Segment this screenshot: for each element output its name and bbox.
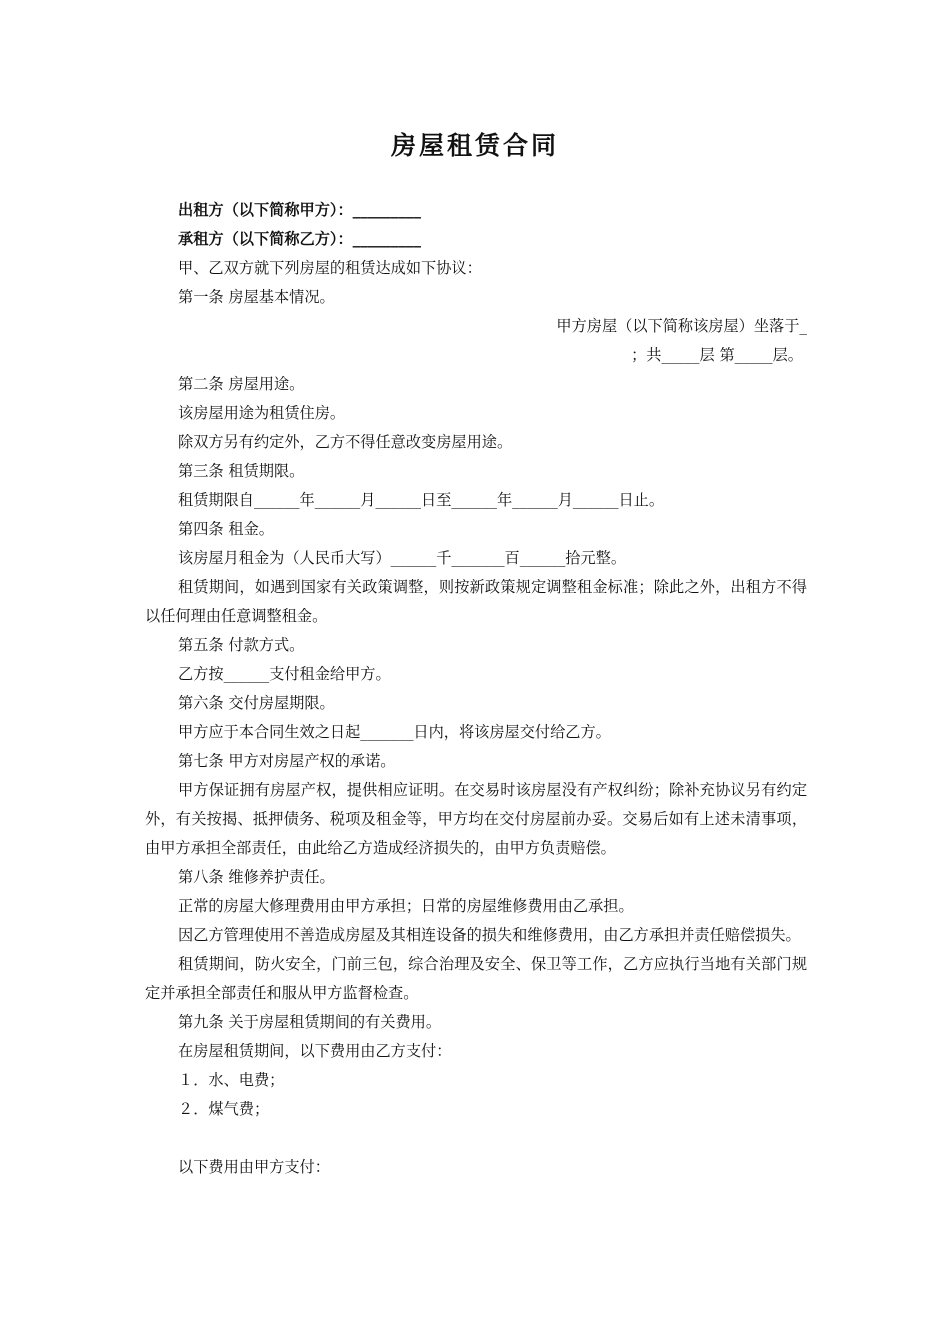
article-9-heading: 第九条 关于房屋租赁期间的有关费用。 [178, 1013, 442, 1031]
lessor-line: 出租方（以下简称甲方）：_________ [178, 201, 421, 219]
ownership-guarantee-paragraph: 甲方保证拥有房屋产权，提供相应证明。在交易时该房屋没有产权纠纷；除补充协议另有约定外，有关按揭、抵押债务、税项及租金等，甲方均在交付房屋前办妥。交易后如有上述未清事项，由甲方承担全部责任，由此给乙方造成经济损失的，由甲方负责赔偿。 [145, 781, 807, 857]
monthly-rent-text: 该房屋月租金为（人民币大写）______千_______百______拾元整。 [178, 549, 627, 567]
fee-item-2: ２．煤气费； [178, 1100, 270, 1118]
lease-term-text: 租赁期限自______年______月______日至______年______月______日止。 [178, 491, 664, 509]
article-6-heading: 第六条 交付房屋期限。 [178, 694, 335, 712]
damage-liability-paragraph: 因乙方管理使用不善造成房屋及其相连设备的损失和维修费用，由乙方承担并责任赔偿损失。 [178, 926, 801, 944]
payment-method-text: 乙方按______支付租金给甲方。 [178, 665, 391, 683]
safety-responsibility-paragraph: 租赁期间，防火安全，门前三包，综合治理及安全、保卫等工作，乙方应执行当地有关部门规定并承担全部责任和服从甲方监督检查。 [145, 955, 807, 1002]
delivery-deadline-text: 甲方应于本合同生效之日起_______日内，将该房屋交付给乙方。 [178, 723, 611, 741]
house-floor-line: ；共_____层 第_____层。 [631, 346, 803, 364]
house-use-restriction: 除双方另有约定外，乙方不得任意改变房屋用途。 [178, 433, 513, 451]
blank-line [145, 1124, 807, 1153]
article-3-heading: 第三条 租赁期限。 [178, 462, 305, 480]
lessee-fees-intro: 在房屋租赁期间，以下费用由乙方支付： [178, 1042, 452, 1060]
article-4-heading: 第四条 租金。 [178, 520, 274, 538]
lessee-line: 承租方（以下简称乙方）：_________ [178, 230, 421, 248]
rent-adjustment-paragraph: 租赁期间，如遇到国家有关政策调整，则按新政策规定调整租金标准；除此之外，出租方不得以任何理由任意调整租金。 [145, 578, 807, 625]
article-5-heading: 第五条 付款方式。 [178, 636, 305, 654]
article-7-heading: 第七条 甲方对房屋产权的承诺。 [178, 752, 396, 770]
house-use-text: 该房屋用途为租赁住房。 [178, 404, 346, 422]
article-8-heading: 第八条 维修养护责任。 [178, 868, 335, 886]
contract-body [145, 196, 807, 1182]
lessor-fees-intro: 以下费用由甲方支付： [178, 1158, 330, 1176]
house-location-line: 甲方房屋（以下简称该房屋）坐落于_ [556, 317, 807, 335]
agreement-intro: 甲、乙双方就下列房屋的租赁达成如下协议： [178, 259, 482, 277]
fee-item-1: １．水、电费； [178, 1071, 285, 1089]
article-2-heading: 第二条 房屋用途。 [178, 375, 305, 393]
repair-cost-text: 正常的房屋大修理费用由甲方承担；日常的房屋维修费用由乙承担。 [178, 897, 634, 915]
article-1-heading: 第一条 房屋基本情况。 [178, 288, 335, 306]
document-title: 房屋租赁合同 [390, 131, 559, 160]
